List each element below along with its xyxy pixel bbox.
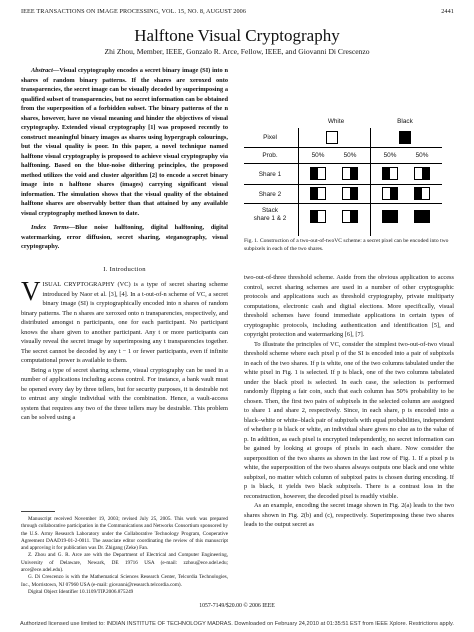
intro-paragraph-1 xyxy=(21,276,228,366)
fig-row-stack-line2: share 1 & 2 xyxy=(253,214,287,222)
right-paragraph-2: As an example, encoding the secret image shown in Fig. 2(a) leads to the two shares shown in Fig. 2(b) and (c), respectively. Superimposing these two shares leads to the output secret as xyxy=(244,502,454,528)
fig-s1-c4 xyxy=(414,167,430,180)
copyright-line: 1057-7149/$20.00 © 2006 IEEE xyxy=(199,603,275,609)
index-terms xyxy=(21,223,228,252)
footnote-doi: Digital Object Identifier 10.1109/TIP.2006.875249 xyxy=(28,588,134,595)
fig-header-black: Black xyxy=(397,118,413,125)
paper-title: Halftone Visual Cryptography xyxy=(134,26,340,45)
fig-black-pixel xyxy=(399,131,411,144)
index-terms-text: Blue noise halftoning, digital halftoning, digital watermarking, error diffusion, secret sharing, steganography, visual cryptography. xyxy=(21,224,228,250)
footnote-rule xyxy=(21,511,55,512)
fig-prob-2: 50% xyxy=(343,152,357,159)
fig-stack-c2 xyxy=(342,210,358,223)
abstract xyxy=(21,66,228,218)
drop-cap: V xyxy=(21,276,41,306)
footnote-authors-affiliation: Z. Zhou and G. R. Arce are with the Department of Electrical and Computer Engineering, University of Delaware, Newark, DE 19716 USA (e-mail: zzhou@ece.udel.edu; arce@ece.udel.edu). xyxy=(21,552,228,574)
fig-s1-c3 xyxy=(382,167,398,180)
fig-row-stack xyxy=(244,207,296,222)
fig-s2-c4 xyxy=(414,187,430,200)
fig-hline-4 xyxy=(244,203,442,204)
intro-paragraph-2: Being a type of secret sharing scheme, visual cryptography can be used in a number of applications including access control. For instance, a bank vault must be opened every day by three tellers, but for security purposes, it is desirable not to entrust any single individual with the combination. Hence, a vault-access system that requires any two of the three tellers may be desirable. This problem can be solved using a xyxy=(21,366,228,421)
abstract-label: Abstract— xyxy=(31,67,60,74)
abstract-text: Visual cryptography encodes a secret binary image (SI) into n shares of random binary patterns. If the shares are xeroxed onto transparencies, the secret image can be visually decoded by superimposing a qualified subset of transparencies, but no secret information can be obtained from the superposition of a forbidden subset. The binary patterns of the n shares, however, have no visual meaning and hinder the objectives of visual cryptography. Extended visual cryptography [1] was proposed recently to construct meaningful binary images as shares using hypergraph colourings, but the visual quality is poor. In this paper, a novel technique named halftone visual cryptography is proposed to achieve visual cryptography via halftoning. Based on the blue-noise dithering principles, the proposed method utilizes the void and cluster algorithm [2] to encode a secret binary image into n halftone shares (images) carrying significant visual information. The simulation shows that the visual quality of the obtained halftone shares are observably better than that attained by any available visual cryptography method known to date. xyxy=(21,67,228,217)
fig-hline-2 xyxy=(244,163,442,164)
fig-s2-c3 xyxy=(382,187,398,200)
fig-stack-c1 xyxy=(310,210,326,223)
right-column xyxy=(244,273,454,530)
fig-prob-4: 50% xyxy=(415,152,429,159)
footnotes xyxy=(21,516,228,596)
journal-running-head: IEEE TRANSACTIONS ON IMAGE PROCESSING, VOL. 15, NO. 8, AUGUST 2006 xyxy=(21,8,247,15)
fig-vline-2 xyxy=(370,128,371,236)
figure-1-caption: Fig. 1. Construction of a two-out-of-twoVC scheme: a secret pixel can be encoded into two subpixels in each of the two shares. xyxy=(244,238,449,252)
fig-white-pixel xyxy=(326,131,338,144)
fig-prob-1: 50% xyxy=(311,152,325,159)
fig-vline-1 xyxy=(298,128,299,236)
fig-row-stack-line1: Stack xyxy=(262,207,278,214)
fig-row-share1: Share 1 xyxy=(258,171,282,178)
download-footer: Authorized licensed use limited to: INDIAN INSTITUTE OF TECHNOLOGY MADRAS. Downloaded on February 24,2010 at 01:35:51 EST from IEEE Xplore. Restrictions apply. xyxy=(20,621,454,627)
index-terms-label: Index Terms— xyxy=(31,224,76,231)
fig-hline-1 xyxy=(244,147,442,148)
fig-hline-3 xyxy=(244,184,442,185)
fig-row-prob: Prob. xyxy=(262,152,278,159)
fig-s1-c1 xyxy=(310,167,326,180)
fig-s1-c2 xyxy=(342,167,358,180)
left-column xyxy=(21,66,228,423)
fig-row-share2: Share 2 xyxy=(258,191,282,198)
footnote-telcordia: G. Di Crescenzo is with the Mathematical Sciences Research Center, Telcordia Technologies, Inc., Morristown, NJ 07960 USA (e-mail: giovanni@research.telcordia.com). xyxy=(21,574,228,588)
intro-paragraph-1-text: ISUAL CRYPTOGRAPHY (VC) is a type of secret sharing scheme introduced by Naor et al. [3], [4]. In a t-out-of-n scheme of VC, a secret binary image (SI) is cryptographically encoded into n shares of random binary patterns. The n shares are xeroxed onto n transparencies, respectively, and distributed amongst n participants, one for each participant. No participant knows the share given to another participant. Any t or more participants can visually reveal the secret image by superimposing any t transparencies together. The secret cannot be decoded by any t − 1 or fewer participants, even if infinite computational power is available to them. xyxy=(21,281,228,364)
fig-s2-c2 xyxy=(342,187,358,200)
paper-authors: Zhi Zhou, Member, IEEE, Gonzalo R. Arce, Fellow, IEEE, and Giovanni Di Crescenzo xyxy=(104,47,370,56)
fig-stack-c4 xyxy=(414,210,430,223)
fig-prob-3: 50% xyxy=(383,152,397,159)
page-number: 2441 xyxy=(441,8,454,15)
fig-s2-c1 xyxy=(310,187,326,200)
footnote-manuscript: Manuscript received November 19, 2003; revised July 25, 2005. This work was prepared through collaborative participation in the Communications and Networks Consortium sponsored by the U.S. Army Research Laboratory under the Collaborative Technology Program, Cooperative Agreement DAAD19-01-2-0011. The associate editor coordinating the review of this manuscript and approving it for publication was Dr. Zhigang (Zeke) Fan. xyxy=(21,516,228,552)
right-paragraph-0: two-out-of-three threshold scheme. Aside from the obvious application to access control, secret sharing schemes are used in a number of other cryptographic protocols and applications such as threshold cryptography, private multiparty computations, electronic cash and digital elections. More specifically, visual threshold schemes have found immediate applications in certain types of cryptographic protocols, including authentication and identification [5], and copyright protection and watermarking [6], [7]. xyxy=(244,274,454,338)
section-heading-introduction: I. Introduction xyxy=(103,265,146,273)
fig-row-pixel: Pixel xyxy=(263,134,277,141)
fig-stack-c3 xyxy=(382,210,398,223)
figure-1 xyxy=(244,114,454,236)
fig-header-white: White xyxy=(327,118,345,125)
right-paragraph-1: To illustrate the principles of VC, consider the simplest two-out-of-two visual threshold scheme where each pixel p of the SI is encoded into a pair of subpixels in each of the two shares. If p is white, one of the two columns tabulated under the white pixel in Fig. 1 is selected. If p is black, one of the two columns tabulated under the black pixel is selected. In each case, the selection is performed randomly flipping a fair coin, such that each column has 50% probability to be chosen. Then, the first two pairs of subpixels in the selected column are assigned to share 1 and share 2, respectively. Since, in each share, p is encoded into a black–white or white–black pair of subpixels with equal probabilities, independent of whether p is black or white, an individual share gives no clue as to the value of p. In addition, as each pixel is encrypted independently, no secret information can be gained by looking at groups of pixels in each share. Now consider the superposition of the two shares as shown in the last row of Fig. 1. If a pixel p is white, the superposition of the two shares always outputs one black and one white subpixel, no matter which column of subpixel pairs is chosen during encoding. If p is black, it yields two black subpixels. There is a contrast loss in the reconstruction, however, the decoded pixel is readily visible. xyxy=(244,340,454,500)
